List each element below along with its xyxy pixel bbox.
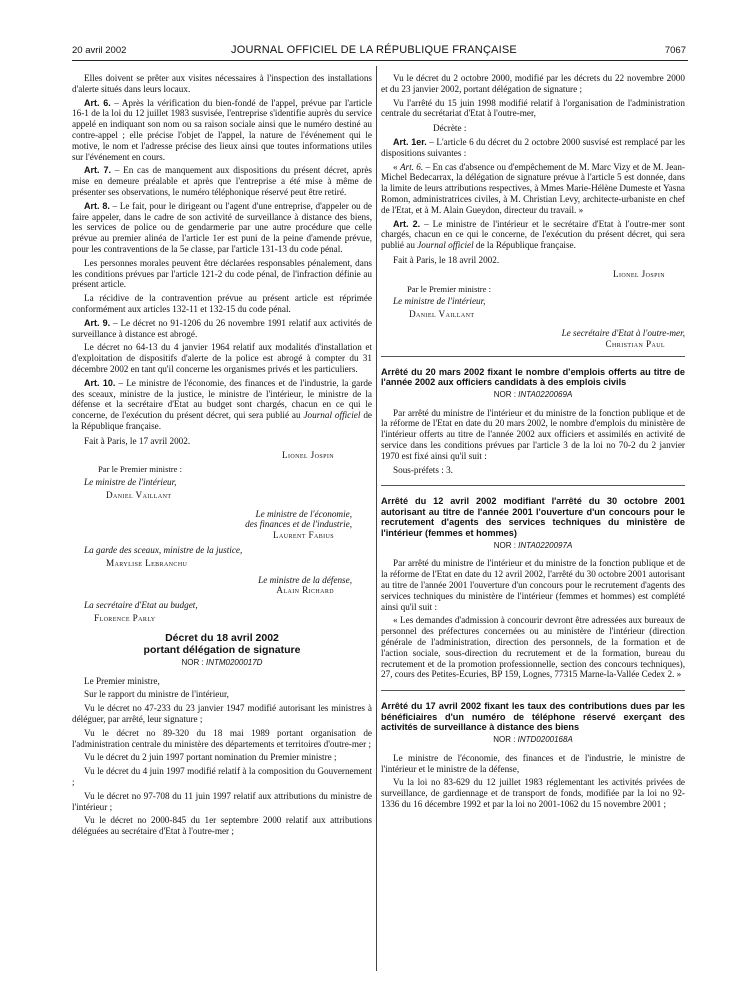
paragraph: Vu l'arrêté du 15 juin 1998 modifié relatif à l'organisation de l'administration centrale du secrétariat d'Etat à l'outre-mer, (381, 97, 685, 119)
signatory-name: Laurent Fabius (273, 530, 334, 541)
decree-title-line: portant délégation de signature (143, 643, 301, 656)
article-8 (72, 201, 372, 255)
article-text: – Après la vérification du bien-fondé de l'appel, prévue par l'article 16-1 de la loi du 12 juillet 1983 susvisée, l'entreprise s'identifie auprès du service appelé en indiquant son nom ou sa raison sociale ainsi que le numéro destiné au contre-appel ; elle précise l'objet de l'appel, la nature de l'événement qui le motive, le nom et l'adresse précise des lieux ainsi que toutes informations utiles sur l'événement en cours. (72, 97, 372, 162)
article-6 (72, 98, 372, 163)
signatory-name: Lionel Jospin (612, 268, 665, 279)
fait-a-paris: Fait à Paris, le 17 avril 2002. (84, 435, 191, 446)
nor-reference (72, 658, 372, 669)
arrete-title: Arrêté du 12 avril 2002 modifiant l'arrêté du 30 octobre 2001 autorisant au titre de l'année 2001 l'ouverture d'un concours pour le recrutement d'agents des services techniques du ministère de l'intérieur (femmes et hommes) (381, 496, 685, 539)
paragraph: Vu le décret no 97-708 du 11 juin 1997 relatif aux attributions du ministre de l'intérieur ; (72, 790, 372, 812)
signatory-title: La secrétaire d'Etat au budget, (84, 600, 198, 611)
article-text: de la République française. (72, 410, 373, 431)
page-header (0, 0, 748, 58)
nor-code: INTA0220069A (518, 389, 573, 399)
article-label: Art. 1er. (393, 136, 427, 147)
nor-label: NOR : (493, 735, 518, 745)
article-text: – Le fait, pour le dirigeant ou l'agent d'une entreprise, d'appeler ou de faire appeler, dans le cadre de son activité de surveillance à distance des biens, les services de police ou de gendarmerie par une autre procédure que celle prévue au premier alinéa de l'article 1er est puni de la peine d'amende prévue, pour les contraventions de la 5e classe, par l'article 131-13 du code pénal. (72, 200, 372, 254)
article-text: – L'article 6 du décret du 2 octobre 2000 susvisé est remplacé par les dispositions suivantes : (381, 136, 685, 158)
journal-title: JOURNAL OFFICIEL DE LA RÉPUBLIQUE FRANÇAISE (231, 44, 517, 56)
header-date: 20 avril 2002 (72, 45, 127, 56)
paragraph: Les personnes morales peuvent être déclarées responsables pénalement, dans les conditions prévues par l'article 121-2 du code pénal, de l'infraction définie au présent article. (72, 257, 372, 290)
paragraph: Vu le décret du 2 juin 1997 portant nomination du Premier ministre ; (84, 752, 337, 763)
signature-intro: Par le Premier ministre : (407, 283, 492, 294)
article-10 (72, 378, 372, 432)
section-rule (381, 485, 685, 486)
signatory-name: Marylise Lebranchu (106, 557, 188, 568)
paragraph: Vu le décret no 47-233 du 23 janvier 1947 modifié autorisant les ministres à déléguer, par arrêté, leur signature ; (72, 703, 372, 725)
nor-label: NOR : (493, 389, 519, 399)
paragraph: Vu le décret du 2 octobre 2000, modifié par les décrets du 22 novembre 2000 et du 23 janvier 2002, portant délégation de signature ; (381, 73, 685, 94)
paragraph: « Les demandes d'admission à concourir devront être adressées aux bureaux de personnel des préfectures concernées ou au ministère de l'intérieur (direction générale de l'administration, direction des personnels, de la formation et de l'action sociale, sous-direction du recrutement et de la formation, bureau du recrutement et de la promotion professionnelle, section des concours techniques), 27, cours des Petites-Ecuries, BP 159, Lognes, 77315 Marne-la-Vallée Cedex 2. » (381, 615, 685, 680)
article-text: – Le décret no 91-1206 du 26 novembre 1991 relatif aux activités de surveillance à distance est abrogé. (72, 317, 372, 339)
fait-a-paris: Fait à Paris, le 18 avril 2002. (393, 254, 500, 265)
signatory-title: Le secrétaire d'Etat à l'outre-mer, (561, 327, 685, 338)
section-rule (381, 356, 685, 357)
decrete: Décrète : (433, 123, 467, 134)
paragraph: Vu la loi no 83-629 du 12 juillet 1983 réglementant les activités privées de surveillance, de gardiennage et de transport de fonds, modifiée par la loi no 92-1336 du 16 décembre 1992 et par la loi no 2001-1062 du 15 novembre 2001 ; (381, 777, 685, 809)
article-text: – Le ministre de l'économie, des finances et de l'industrie, la garde des sceaux, ministre de la justice, le ministre de l'intérieur, le ministre de la défense et la secrétaire d'Etat au budget sont chargés, chacun en ce qui le concerne, de l'exécution du présent décret, qui sera publié au (72, 377, 372, 421)
quote-mark: « (393, 161, 400, 172)
article-1 (381, 137, 685, 159)
article-label: Art. 9. (84, 317, 111, 328)
paragraph: Sur le rapport du ministre de l'intérieur, (84, 689, 229, 700)
nor-code: INTM0200017D (205, 657, 263, 667)
arrete-title: Arrêté du 20 mars 2002 fixant le nombre d'emplois offerts au titre de l'année 2002 aux officiers candidats à des emplois civils (381, 366, 685, 388)
journal-officiel-ref: Journal officiel (303, 410, 361, 421)
arrete-title: Arrêté du 17 avril 2002 fixant les taux des contributions dues par les bénéficiaires d'un numéro de téléphone réservé exerçant des activités de surveillance à distance des biens (381, 701, 685, 733)
paragraph: Vu le décret no 2000-845 du 1er septembre 2000 relatif aux attributions déléguées au secrétaire d'Etat à l'outre-mer ; (72, 815, 372, 837)
paragraph: Par arrêté du ministre de l'intérieur et du ministre de la fonction publique et de la réforme de l'Etat en date du 20 mars 2002, le nombre d'emplois du ministère de l'intérieur offerts au titre de l'année 2002 aux officiers et assimilés en activité de service dans les conditions prévues par l'article 3 de la loi no 70-2 du 2 janvier 1970 est fixé ainsi qu'il suit : (381, 407, 685, 461)
column-divider (376, 66, 377, 971)
journal-officiel-ref: Journal officiel (417, 240, 474, 251)
left-column (72, 73, 372, 840)
section-rule (381, 690, 685, 691)
article-text: – Le ministre de l'intérieur et le secrétaire d'Etat à l'outre-mer sont chargés, chacun en ce qui le concerne, de l'exécution du présent décret, qui sera publié au (381, 218, 685, 251)
signatory-name: Daniel Vaillant (409, 309, 475, 320)
signatory-name: Florence Parly (94, 613, 156, 624)
article-text: – En cas d'absence ou d'empêchement de M. Marc Vizy et de M. Jean-Michel Bedecarrax, la délégation de signature prévue à l'article 5 est donnée, dans la limite de leurs attributions respectives, à Mmes Marie-Hélène Dumeste et Yasna Romon, administratrices civiles, à M. Christian Levy, architecte-urbaniste en chef de l'Etat, et à M. Alain Gueydon, directeur du travail. » (381, 161, 686, 215)
article-text: de la République française. (473, 240, 576, 251)
paragraph: Le ministre de l'économie, des finances et de l'industrie, le ministre de l'intérieur et le ministre de la défense, (381, 752, 685, 774)
nor-label: NOR : (493, 540, 519, 550)
signatory-title: Le ministre de l'intérieur, (84, 477, 177, 488)
decree-title (72, 632, 372, 656)
paragraph: La récidive de la contravention prévue au présent article est réprimée conformément aux articles 132-11 et 132-15 du code pénal. (72, 293, 372, 314)
article-7 (72, 165, 372, 197)
signatory-name: Christian Paul (605, 338, 665, 349)
nor-code: INTA0220097A (518, 540, 573, 550)
paragraph: Elles doivent se prêter aux visites nécessaires à l'inspection des installations d'alerte situés dans leurs locaux. (72, 73, 372, 94)
signature-intro: Par le Premier ministre : (98, 464, 183, 475)
signatory-name: Alain Richard (276, 585, 334, 596)
signatory-name: Daniel Vaillant (106, 489, 172, 500)
nor-reference (381, 541, 685, 552)
header-rule (72, 60, 688, 61)
nor-reference (381, 390, 685, 401)
article-label: Art. 10. (84, 377, 116, 388)
right-column (381, 73, 685, 813)
nor-reference (381, 735, 685, 746)
paragraph: Vu le décret no 89-320 du 18 mai 1989 portant organisation de l'administration centrale du ministère des départements et territoires d'outre-mer ; (72, 727, 372, 749)
nor-code: INTD0200168A (517, 735, 573, 745)
quoted-article-6 (381, 162, 685, 216)
article-label: Art. 6. (84, 97, 111, 108)
article-label: Art. 6. (399, 161, 424, 172)
paragraph: Par arrêté du ministre de l'intérieur et du ministre de la fonction publique et de la réforme de l'Etat en date du 12 avril 2002, l'arrêté du 30 octobre 2001 autorisant au titre de l'année 2001 l'ouverture d'un concours pour le recrutement d'agents des services techniques du ministère de l'intérieur (femmes et hommes) est complété ainsi qu'il suit : (381, 558, 685, 612)
signatory-title: La garde des sceaux, ministre de la justice, (84, 545, 243, 556)
article-label: Art. 7. (84, 165, 111, 176)
page-number: 7067 (664, 45, 686, 56)
signatory-title: Le ministre de la défense, (258, 574, 352, 585)
paragraph: Sous-préfets : 3. (393, 464, 453, 475)
article-label: Art. 2. (393, 218, 421, 229)
signatory-title: Le ministre de l'intérieur, (393, 296, 486, 307)
decree-title-line: Décret du 18 avril 2002 (165, 631, 279, 644)
article-9 (72, 318, 372, 340)
signatory-name: Lionel Jospin (281, 449, 334, 460)
paragraph: Le décret no 64-13 du 4 janvier 1964 relatif aux modalités d'installation et d'exploitation de dispositifs d'alerte de la police est abrogé à compter du 31 décembre 2002 en tant qu'il concerne les organismes privés et les particuliers. (72, 342, 372, 374)
article-2 (381, 219, 685, 251)
signatory-title: des finances et de l'industrie, (245, 519, 352, 530)
paragraph: Vu le décret du 4 juin 1997 modifié relatif à la composition du Gouvernement ; (72, 766, 372, 788)
signatory-title: Le ministre de l'économie, (255, 508, 352, 519)
article-label: Art. 8. (84, 200, 110, 211)
nor-label: NOR : (181, 657, 206, 667)
article-text: – En cas de manquement aux dispositions du présent décret, après mise en demeure préalable et après que l'entreprise a été mise à même de présenter ses observations, le numéro téléphonique réservé peut être retiré. (72, 165, 372, 197)
paragraph: Le Premier ministre, (84, 675, 160, 686)
